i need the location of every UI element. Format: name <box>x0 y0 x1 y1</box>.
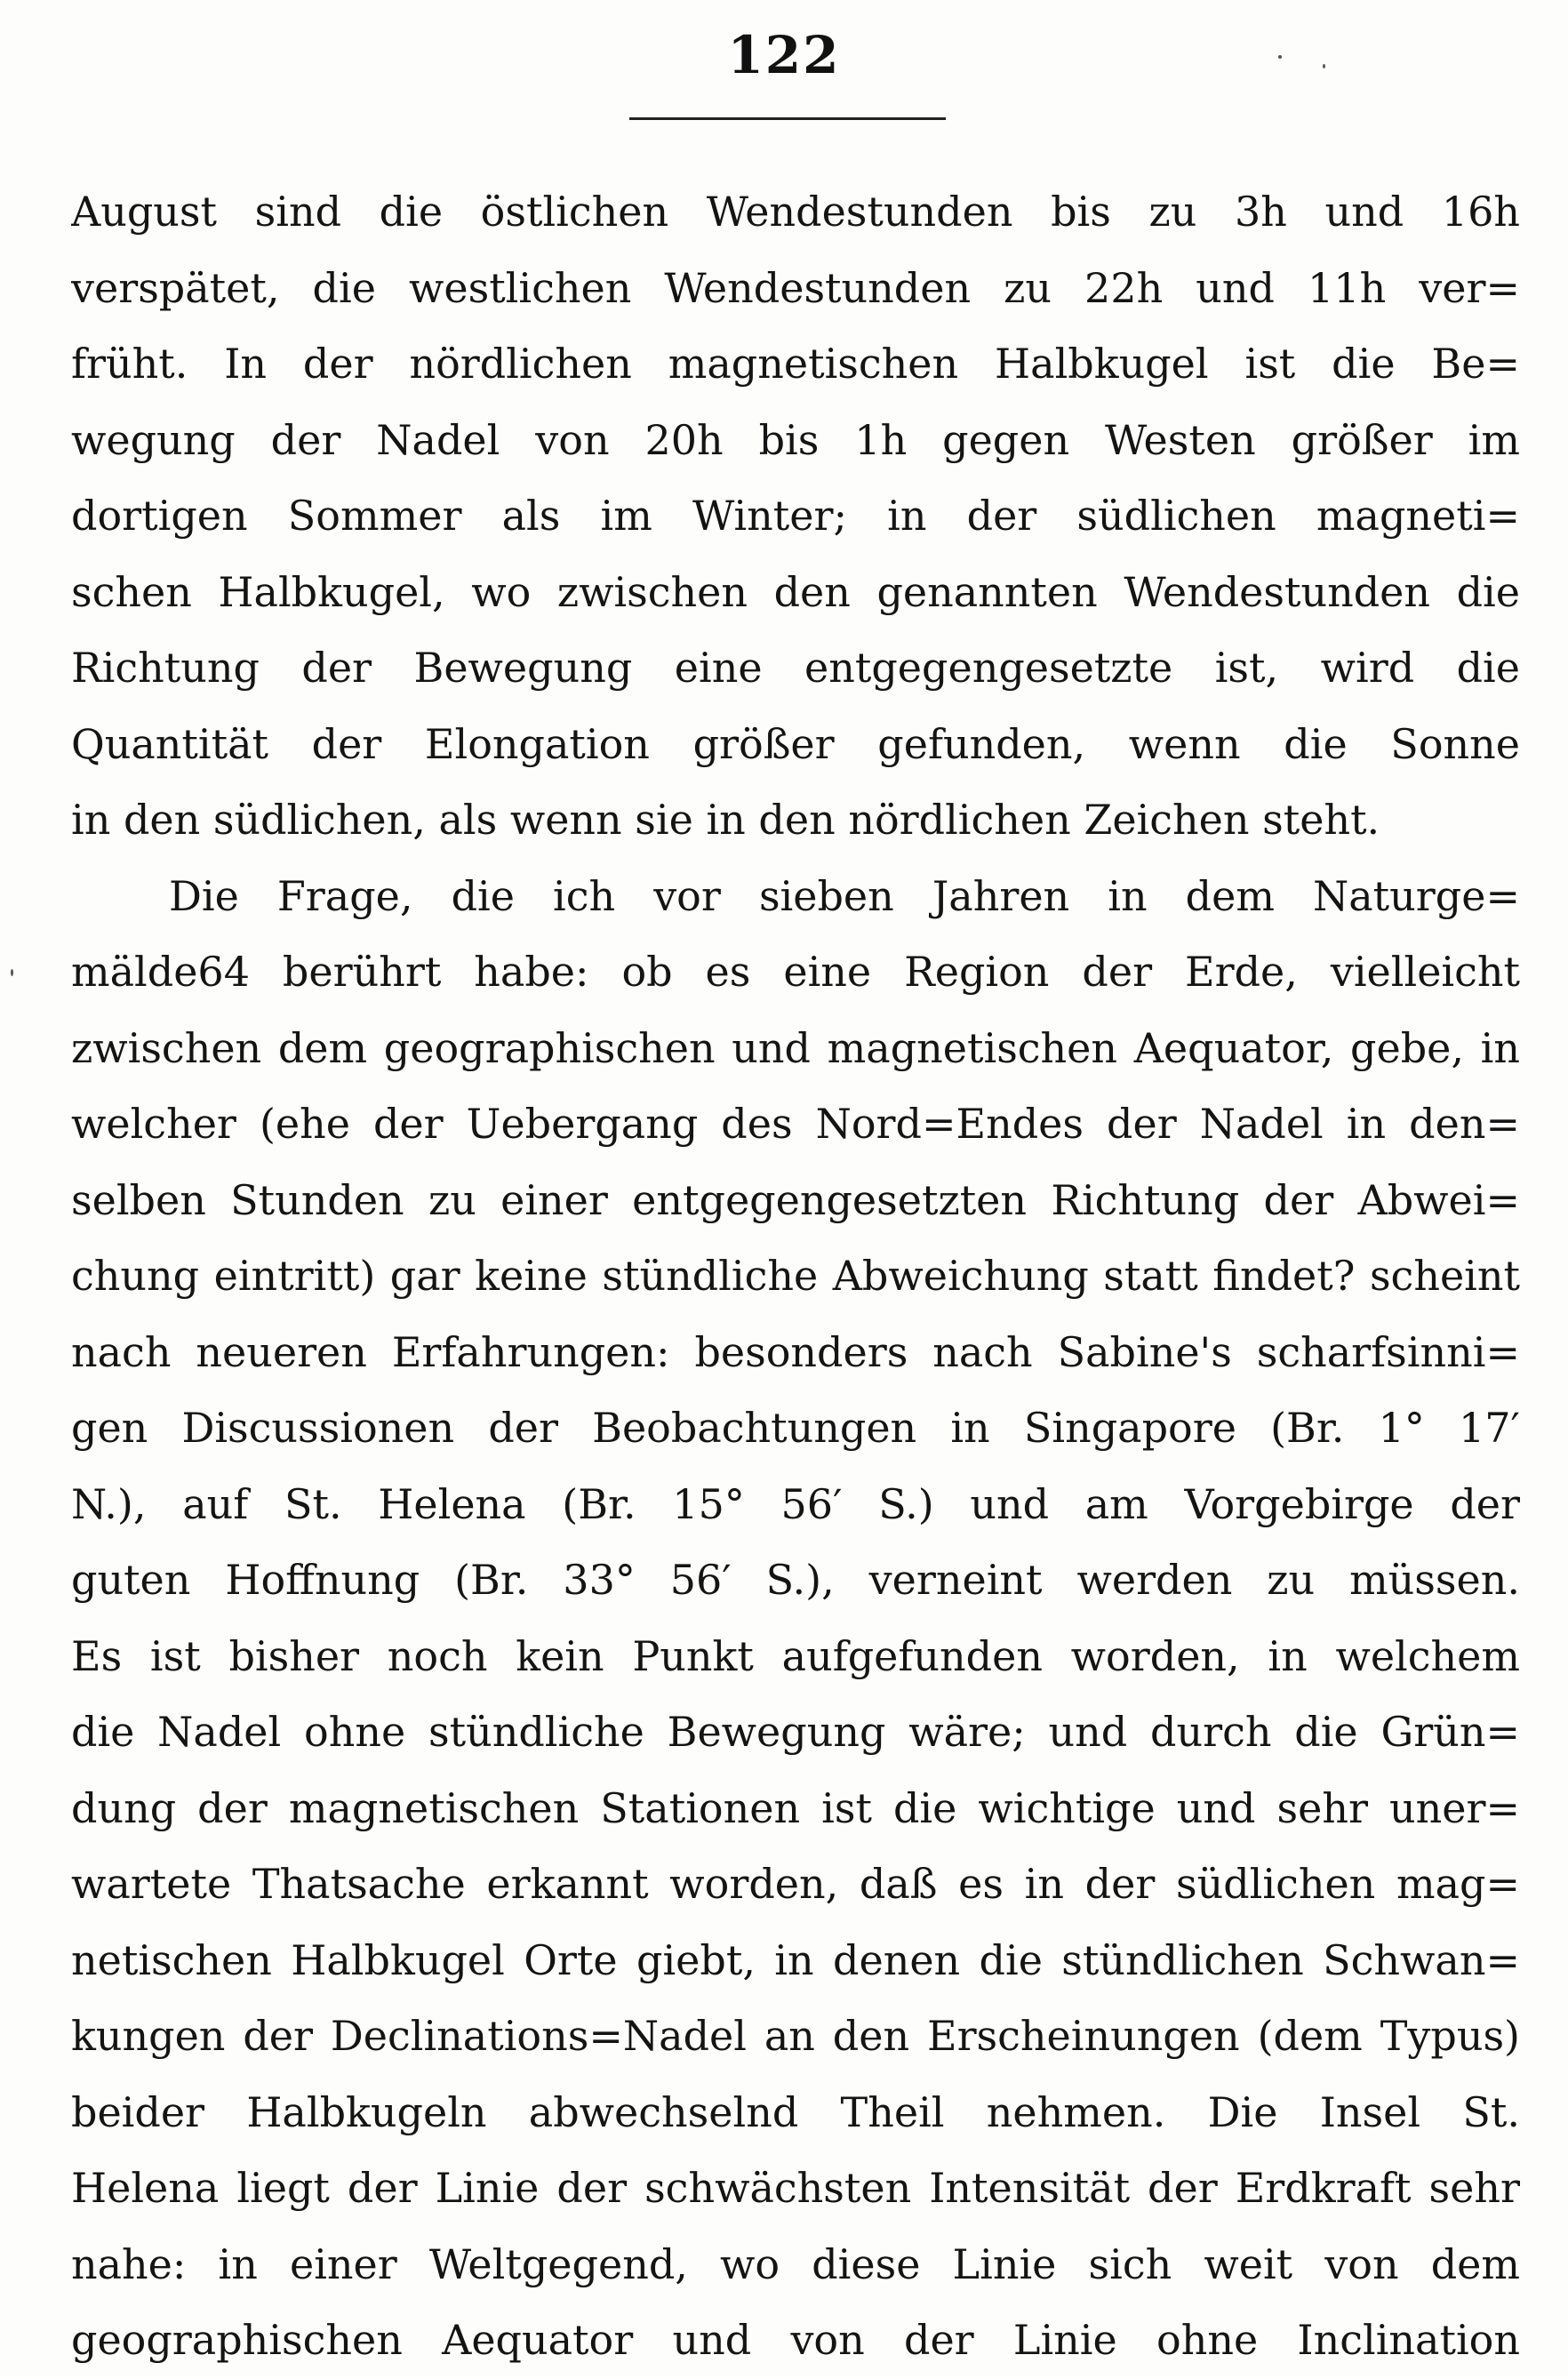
text-line: wegung der Nadel von 20h bis 1h gegen Westen größer im <box>71 415 1520 464</box>
text-line: selben Stunden zu einer entgegengesetzten Richtung der Abwei= <box>71 1175 1520 1224</box>
text-line: früht. In der nördlichen magnetischen Halbkugel ist die Be= <box>71 340 1520 388</box>
text-line: chung eintritt) gar keine stündliche Abweichung statt findet? scheint <box>71 1252 1520 1300</box>
page-number: 122 <box>727 25 841 85</box>
text-line: August sind die östlichen Wendestunden bis zu 3h und 16h <box>71 188 1520 236</box>
text-line: die Nadel ohne stündliche Bewegung wäre; und durch die Grün= <box>71 1708 1520 1756</box>
text-line: nahe: in einer Weltgegend, wo diese Linie sich weit von dem <box>71 2239 1520 2288</box>
text-line: mälde64 berührt habe: ob es eine Region der Erde, vielleicht <box>71 948 1520 996</box>
header-rule <box>629 117 946 120</box>
text-line: gen Discussionen der Beobachtungen in Singapore (Br. 1° 17′ <box>71 1404 1520 1452</box>
text-line: Quantität der Elongation größer gefunden, wenn die Sonne <box>71 719 1520 768</box>
text-line: wartete Thatsache erkannt worden, daß es in der südlichen mag= <box>71 1860 1520 1908</box>
text-line: Richtung der Bewegung eine entgegengesetzte ist, wird die <box>71 644 1520 692</box>
text-line: guten Hoffnung (Br. 33° 56′ S.), verneint werden zu müssen. <box>71 1556 1520 1604</box>
paper-speck <box>1323 64 1325 68</box>
text-line: netischen Halbkugel Orte giebt, in denen die stündlichen Schwan= <box>71 1935 1520 1984</box>
text-line: verspätet, die westlichen Wendestunden zu 22h und 11h ver= <box>71 263 1520 312</box>
text-line: Es ist bisher noch kein Punkt aufgefunden worden, in welchem <box>71 1631 1520 1680</box>
paper-speck <box>1278 55 1282 59</box>
body-text <box>71 174 1520 2379</box>
text-line: beider Halbkugeln abwechselnd Theil nehmen. Die Insel St. <box>71 2087 1520 2136</box>
text-line: kungen der Declinations=Nadel an den Erscheinungen (dem Typus) <box>71 2012 1520 2060</box>
text-line: N.), auf St. Helena (Br. 15° 56′ S.) und am Vorgebirge der <box>71 1479 1520 1528</box>
text-line: geographischen Aequator und von der Linie ohne Inclination <box>71 2316 1520 2364</box>
text-line: welcher (ehe der Uebergang des Nord=Endes der Nadel in den= <box>71 1100 1520 1148</box>
text-line: in den südlichen, als wenn sie in den nördlichen Zeichen steht. <box>71 796 1380 844</box>
text-line: Die Frage, die ich vor sieben Jahren in dem Naturge= <box>169 871 1520 920</box>
paper-speck <box>11 969 13 976</box>
text-line: dortigen Sommer als im Winter; in der südlichen magneti= <box>71 492 1520 540</box>
text-line: nach neueren Erfahrungen: besonders nach Sabine's scharfsinni= <box>71 1327 1520 1376</box>
text-line: zwischen dem geographischen und magnetischen Aequator, gebe, in <box>71 1023 1520 1072</box>
text-line: schen Halbkugel, wo zwischen den genannten Wendestunden die <box>71 567 1520 616</box>
text-line: dung der magnetischen Stationen ist die wichtige und sehr uner= <box>71 1783 1520 1832</box>
text-line: Helena liegt der Linie der schwächsten Intensität der Erdkraft sehr <box>71 2164 1520 2212</box>
